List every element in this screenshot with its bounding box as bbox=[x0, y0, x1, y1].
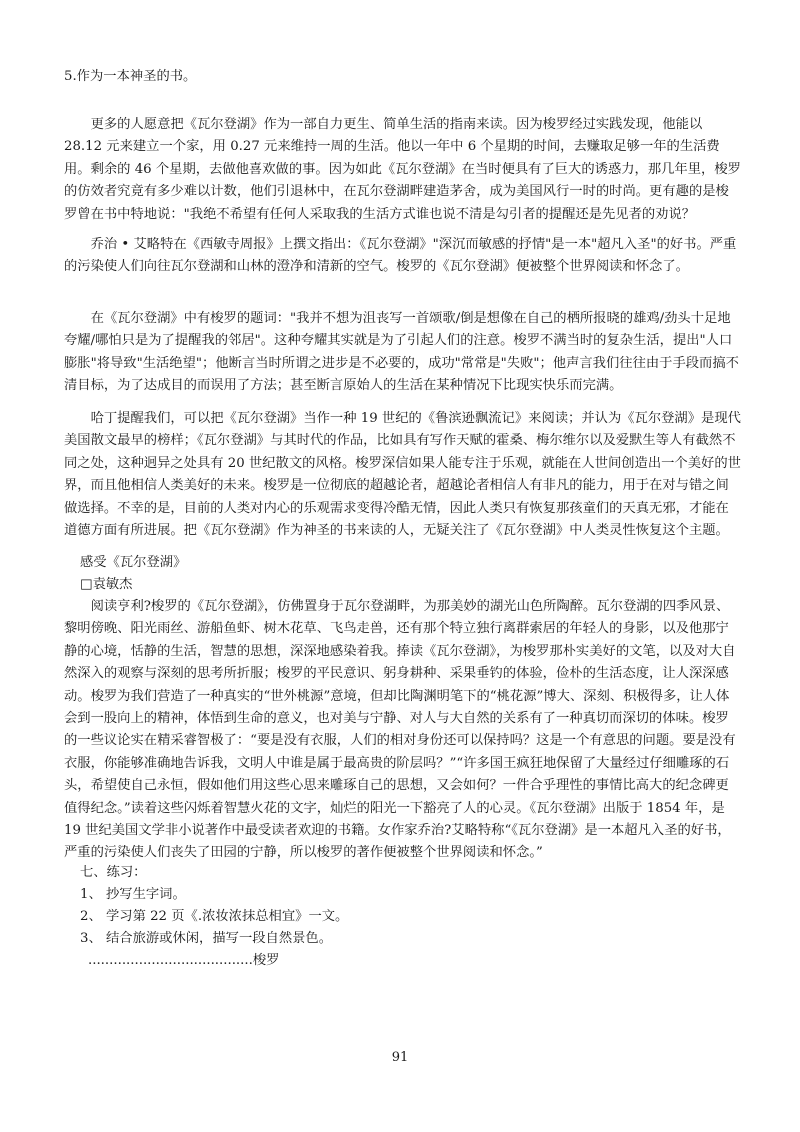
exercise-item: 3、 结合旅游或休闲，描写一段自然景色。 bbox=[80, 931, 333, 946]
exercise-trailer: .......................................梭罗 bbox=[88, 953, 280, 968]
page-number: 91 bbox=[391, 1050, 409, 1065]
essay-body: 阅读亨利?梭罗的《瓦尔登湖》，仿佛置身于瓦尔登湖畔，为那美妙的湖光山色所陶醉。瓦尔登湖的四季风景、黎明傍晚、阳光雨丝、游船鱼虾、树木花草、飞鸟走兽，还有那个特立独行离群索居的年轻人的身影，以及他那宁静的心境，恬静的生活，智慧的思想，深深地感染着我。捧读《瓦尔登湖》，为梭罗那朴实美好的文笔，以及对大自然深入的观察与深刻的思考所折服；梭罗的平民意识、躬身耕种、采果垂钓的体验，俭朴的生活态度，让人深深感动。梭罗为我们营造了一种真实的“世外桃源”意境，但却比陶渊明笔下的“桃花源”博大、深刻、积极得多，让人体会到一股向上的精神，体悟到生命的意义，也对美与宁静、对人与大自然的关系有了一种真切而深切的体味。梭罗的一些议论实在精采睿智极了：“要是没有衣服，人们的相对身份还可以保持吗？这是一个有意思的问题。要是没有衣服，你能够准确地告诉我，文明人中谁是属于最高贵的阶层吗？”“许多国王疯狂地保留了大量经过仔细雕琢的石头，希望使自己永恒，假如他们用这些心思来雕琢自己的思想，又会如何？一件合乎理性的事情比高大的纪念碑更值得纪念。”读着这些闪烁着智慧火花的文字，灿烂的阳光一下豁亮了人的心灵。《瓦尔登湖》出版于 1854 年，是 19 世纪美国文学非小说著作中最受读者欢迎的书籍。女作家乔治?艾略特称“《瓦尔登湖》是一本超凡入圣的好书，严重的污染使人们丧失了田园的宁静，所以梭罗的著作便被整个世界阅读和怀念。” bbox=[64, 599, 736, 861]
paragraph-self-reliance: 更多的人愿意把《瓦尔登湖》作为一部自力更生、简单生活的指南来读。因为梭罗经过实践发现，他能以 28.12 元来建立一个家，用 0.27 元来维持一周的生活。他以一年中 6 个星期的时间，去赚取足够一年的生活费用。剩余的 46 个星期，去做他喜欢做的事。因为如此《瓦尔登湖》在当时便具有了巨大的诱惑力，那几年里，梭罗的仿效者究竟有多少难以计数，他们引退林中，在瓦尔登湖畔建造茅舍，成为美国风行一时的时尚。更有趣的是梭罗曾在书中特地说："我绝不希望有任何人采取我的生活方式谁也说不清是勾引者的提醒还是先见者的劝说？ bbox=[64, 117, 741, 222]
essay-author: □袁敏杰 bbox=[80, 577, 133, 592]
exercise-item: 2、 学习第 22 页《.浓妆浓抹总相宜》一文。 bbox=[80, 909, 349, 924]
exercise-item: 1、 抄写生字词。 bbox=[80, 887, 186, 902]
essay-title: 感受《瓦尔登湖》 bbox=[80, 555, 187, 570]
exercises-heading: 七、练习： bbox=[80, 865, 147, 880]
section-heading: 5.作为一本神圣的书。 bbox=[64, 69, 197, 84]
paragraph-epigraph: 在《瓦尔登湖》中有梭罗的题词："我并不想为沮丧写一首颂歌/倒是想像在自己的栖所报晓的雄鸡/劲头十足地夸耀/哪怕只是为了提醒我的邻居"。这种夸耀其实就是为了引起人们的注意。梭罗不满当时的复杂生活，提出"人口膨胀"将导致"生活绝望"；他断言当时所谓之进步是不必要的，成功"常常是"失败"；他声言我们往往由于手段而搞不清目标，为了达成目的而误用了方法；甚至断言原始人的生活在某种情况下比现实快乐而完满。 bbox=[64, 311, 739, 394]
paragraph-george-eliot: 乔治 • 艾略特在《西敏寺周报》上撰文指出：《瓦尔登湖》"深沉而敏感的抒情"是一本"超凡入圣"的好书。严重的污染使人们向往瓦尔登湖和山林的澄净和清新的空气。梭罗的《瓦尔登湖》便被整个世界阅读和怀念了。 bbox=[64, 237, 737, 275]
paragraph-harding: 哈丁提醒我们，可以把《瓦尔登湖》当作一种 19 世纪的《鲁滨逊飘流记》来阅读；并认为《瓦尔登湖》是现代美国散文最早的榜样；《瓦尔登湖》与其时代的作品，比如具有写作天赋的霍桑、梅尔维尔以及爱默生等人有截然不同之处，这种迥异之处具有 20 世纪散文的风格。梭罗深信如果人能专注于乐观，就能在人世间创造出一个美好的世界，而且他相信人类美好的未来。梭罗是一位彻底的超越论者，超越论者相信人有非凡的能力，用于在对与错之间做选择。不幸的是，目前的人类对内心的乐观需求变得冷酷无情，因此人类只有恢复那孩童们的天真无邪，才能在道德方面有所进展。把《瓦尔登湖》作为神圣的书来读的人，无疑关注了《瓦尔登湖》中人类灵性恢复这个主题。 bbox=[64, 411, 741, 539]
